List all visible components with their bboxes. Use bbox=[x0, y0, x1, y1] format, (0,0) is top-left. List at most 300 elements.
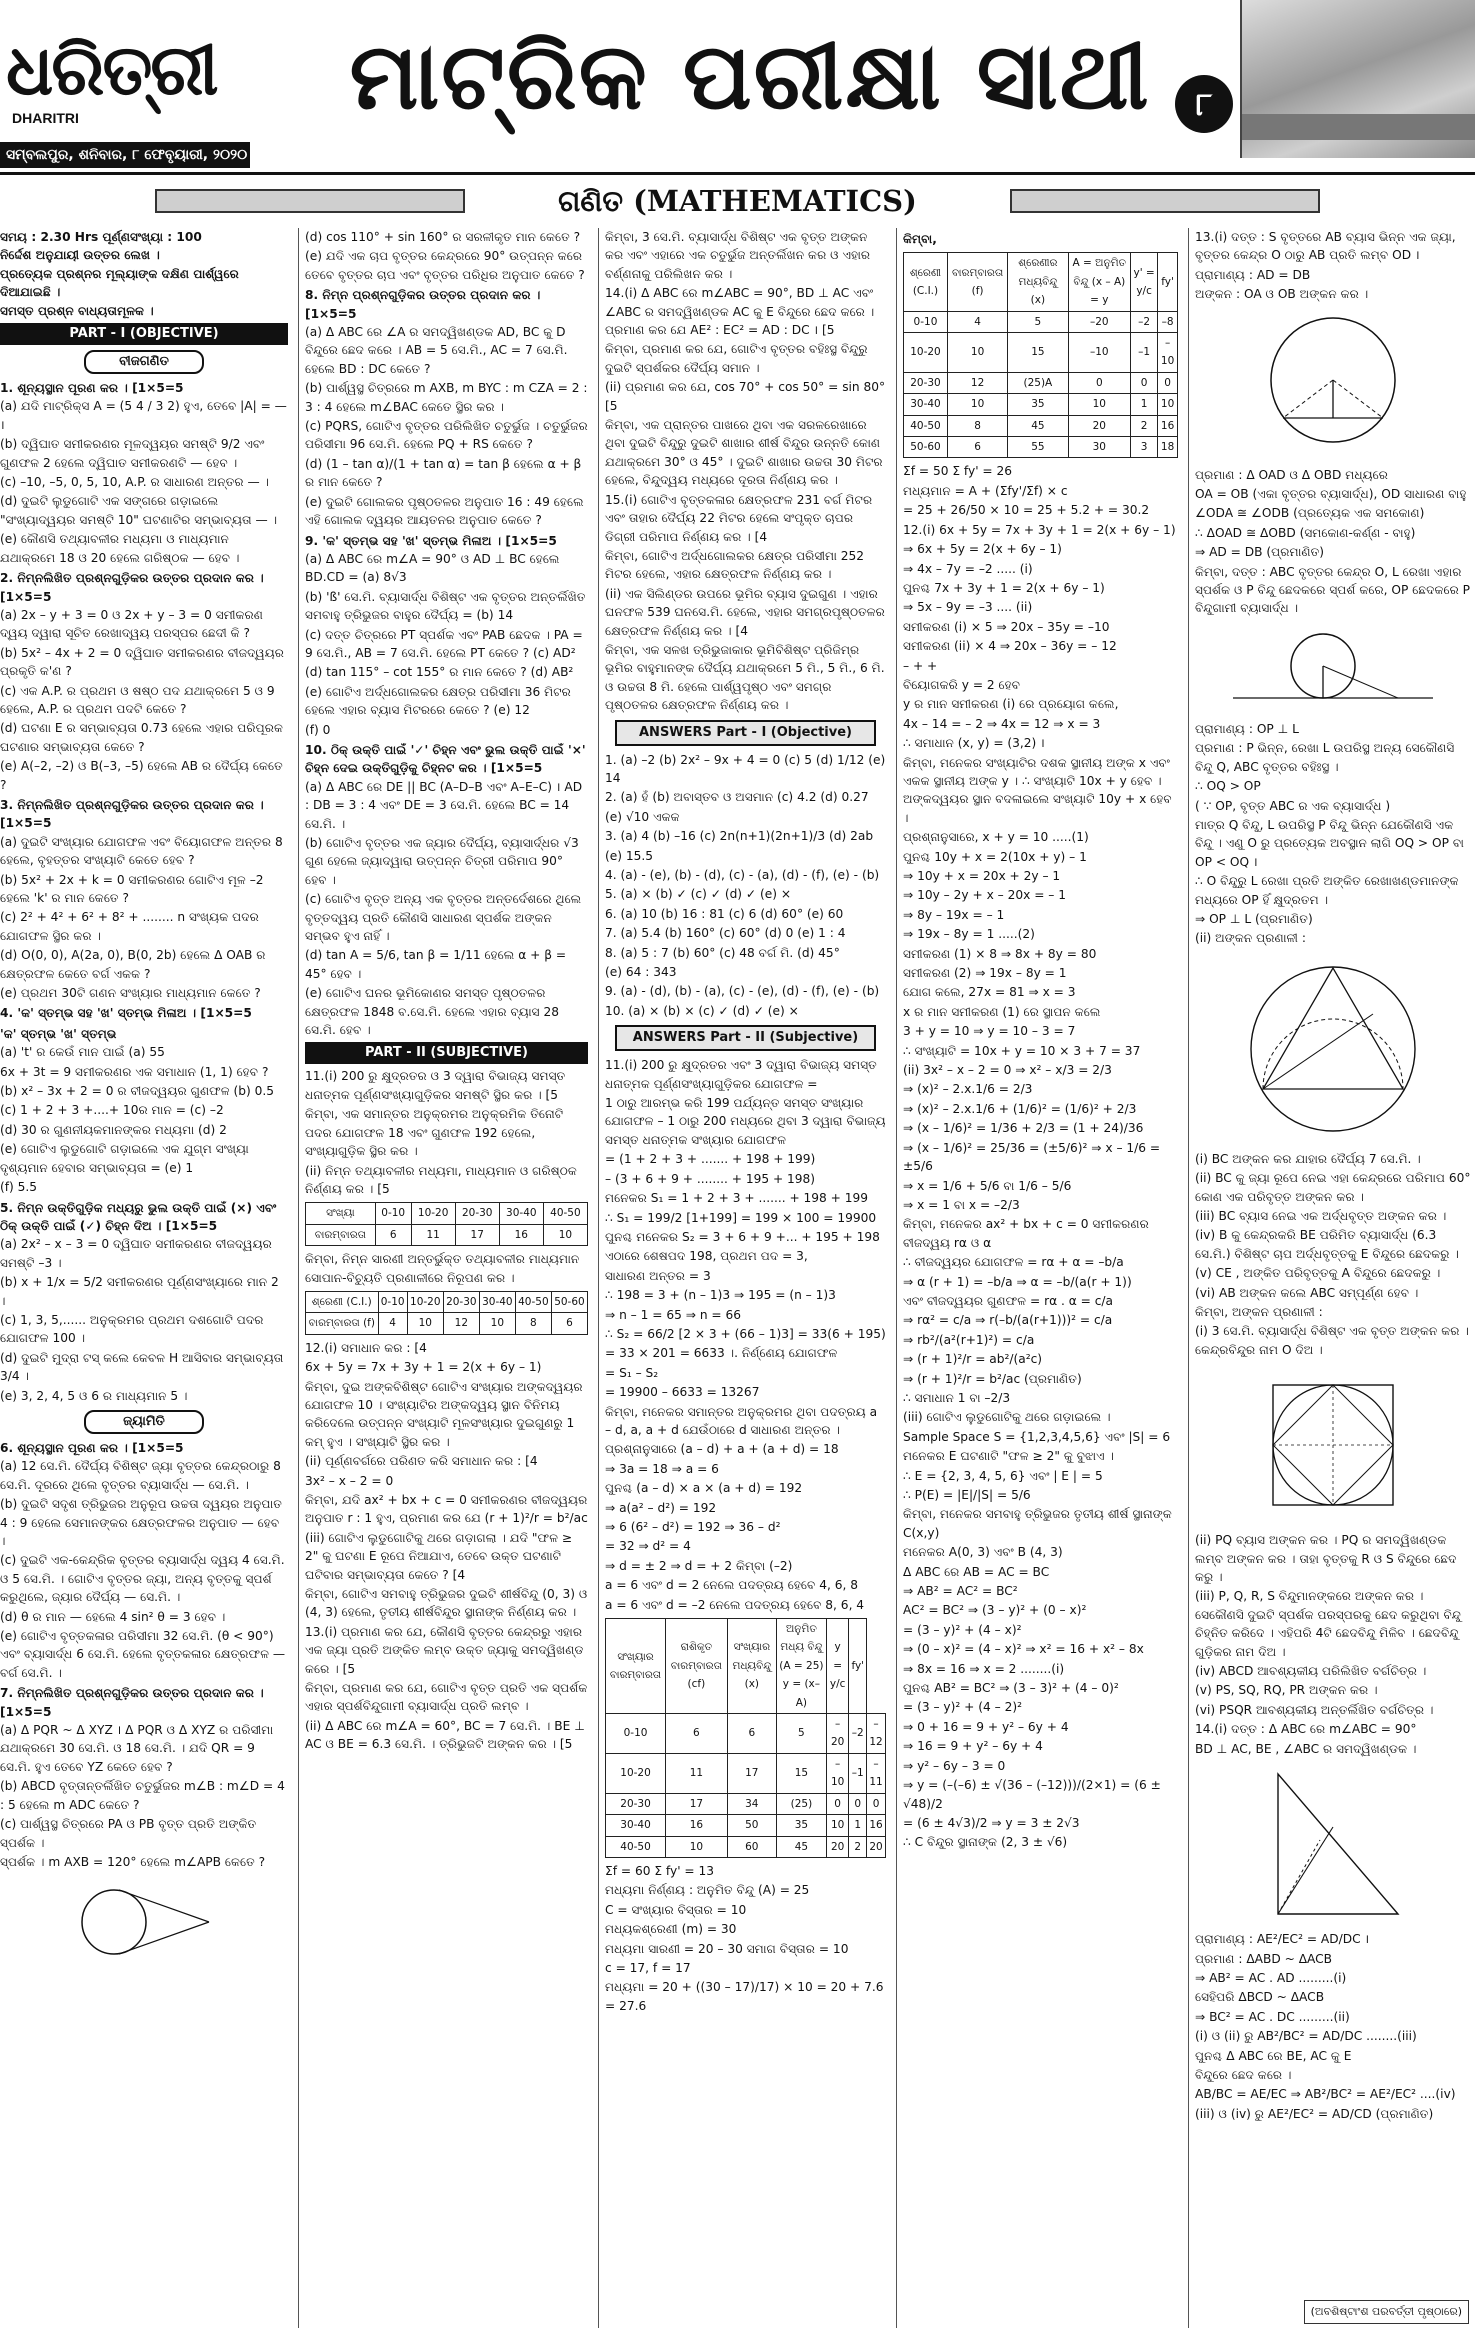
text-line: ମଧ୍ୟମା ସାରଣୀ = 20 – 30 ସମାଗ ବିସ୍ତାର = 10 bbox=[605, 1941, 849, 1956]
table-cell: 0-10 bbox=[378, 1291, 407, 1312]
answer-list bbox=[1195, 1150, 1471, 1359]
table-cell: 3 bbox=[1131, 437, 1158, 458]
table-cell: 8 bbox=[947, 415, 1007, 436]
question-heading: 10. ଠିକ୍ ଉକ୍ତି ପାଇଁ '✓' ଚିହ୍ନ ଏବଂ ଭୁଲ ଉକ୍ତି ପାଇଁ '×' ଚିହ୍ନ ଦେଇ ଉକ୍ତିଗୁଡ଼ିକୁ ଚିହ୍ନଟ କର । [1×5=5 bbox=[305, 742, 586, 776]
table-header-row bbox=[904, 253, 1178, 311]
question-item-list bbox=[305, 323, 588, 529]
text-line: (ii) 3x² – x – 2 = 0 ⇒ x² – x/3 = 2/3 bbox=[903, 1063, 1112, 1078]
text-line: (b) 'ß' ସେ.ମି. ବ୍ୟାସାର୍ଦ୍ଧ ବିଶିଷ୍ଟ ଏକ ବୃତ୍ତର ଅନ୍ତର୍ଲିଖିତ ସମବାହୁ ତ୍ରିଭୁଜର ବାହୁର ଦୈର୍ଘ୍ୟ = (b) 14 bbox=[305, 589, 586, 623]
text-line: ସମୀକରଣ (i) × 5 ⇒ 20x – 35y = –10 bbox=[903, 619, 1110, 634]
or-label: କିମ୍ବା, bbox=[903, 232, 937, 246]
text-line: (i) ଓ (ii) ରୁ AB²/BC² = AD/DC ........(iii) bbox=[1195, 2029, 1417, 2044]
text-line: ମନେକର S₁ = 1 + 2 + 3 + ....... + 198 + 199 bbox=[605, 1191, 869, 1206]
text-line: ∴ E = {2, 3, 4, 5, 6} ଏବଂ | E | = 5 bbox=[903, 1468, 1103, 1483]
text-line: (e) √10 ଏକକ bbox=[605, 809, 680, 824]
text-line: କିମ୍ବା, 3 ସେ.ମି. ବ୍ୟାସାର୍ଦ୍ଧ ବିଶିଷ୍ଟ ଏକ ବୃତ୍ତ ଅଙ୍କନ କର ଏବଂ ଏହାରେ ଏକ ଚତୁର୍ଭୁଜ ଅନ୍ତର୍ଲିଖନ କର ଓ ଏହାର ବର୍ଣ୍ଣନାକୁ ପରିଲିଖନ କର । bbox=[605, 230, 871, 281]
text-line: କିମ୍ବା, ଏକ ସଳଖ ତ୍ରିଭୁଜାକାର ଭୂମିବିଶିଷ୍ଟ ପ୍ରିଜିମ୍ର ଭୂମିର ବାହୁମାନଙ୍କ ଦୈର୍ଘ୍ୟ ଯଥାକ୍ରମେ 5 ମି., 5 ମି., 6 ମି. ଓ ଉଚ୍ଚତା 8 ମି. ହେଲେ ପାର୍ଶ୍ୱପୃଷ୍ଠ ଏବଂ ସମଗ୍ର ପୃଷ୍ଠତଳର କ୍ଷେତ୍ରଫଳ ନିର୍ଣ୍ଣୟ କର । bbox=[605, 642, 885, 713]
text-line: (d) ଦୁଇଟି ଲୁଡୁଗୋଟି ଏକ ସଙ୍ଗରେ ଗଡ଼ାଇଲେ "ସଂଖ୍ୟାଦ୍ୱୟର ସମଷ୍ଟି 10" ଘଟଣାଟିର ସମ୍ଭାବ୍ୟତା — । bbox=[0, 494, 278, 527]
text-line: ∴ C ବିନ୍ଦୁର ସ୍ଥାନାଙ୍କ (2, 3 ± √6) bbox=[903, 1835, 1068, 1850]
text-line: ⇒ (r + 1)²/r = b²/ac (ପ୍ରମାଣିତ) bbox=[903, 1371, 1082, 1386]
table-cell: 45 bbox=[776, 1836, 826, 1857]
question-heading: 1. ଶୂନ୍ୟସ୍ଥାନ ପୂରଣ କର । [1×5=5 bbox=[0, 381, 184, 396]
table-cell: (25) bbox=[776, 1793, 826, 1814]
question-item-list bbox=[0, 833, 288, 1003]
continued-note: (ଅବଶିଷ୍ଟାଂଶ ପରବର୍ତ୍ତୀ ପୃଷ୍ଠାରେ) bbox=[1304, 2300, 1469, 2324]
section-title: ଗଣିତ (MATHEMATICS) bbox=[558, 184, 917, 218]
text-line: (v) PS, SQ, RQ, PR ଅଙ୍କନ କର । bbox=[1195, 1683, 1378, 1698]
table-cell: 45 bbox=[1008, 415, 1068, 436]
text-line: ପ୍ରମାଣ : Δ OAD ଓ Δ OBD ମଧ୍ୟରେ bbox=[1195, 467, 1388, 482]
text-line: ⇒ x = 1/6 + 5/6 ବା 1/6 – 5/6 bbox=[903, 1178, 1072, 1193]
exam-meta bbox=[0, 228, 288, 320]
text-line: ∴ O ବିନ୍ଦୁରୁ L ରେଖା ପ୍ରତି ଅଙ୍କିତ ରେଖାଖଣ୍ଡମାନଙ୍କ ମଧ୍ୟରେ OP ହିଁ କ୍ଷୁଦ୍ରତମ । bbox=[1195, 874, 1459, 907]
text-line: କିମ୍ବା, ଯଦି ax² + bx + c = 0 ସମୀକରଣର ବୀଜଦ୍ୱୟର ଅନୁପାତ r : 1 ହୁଏ, ପ୍ରମାଣ କର ଯେ (r + 1)²/r = b²/ac bbox=[305, 1493, 588, 1526]
question-item-list bbox=[305, 550, 588, 739]
text-line: (d) θ ର ମାନ — ହେଲେ 4 sin² θ = 3 ହେବ । bbox=[0, 1609, 226, 1624]
text-line: 13.(i) ପ୍ରମାଣ କର ଯେ, କୌଣସି ବୃତ୍ତର କେନ୍ଦ୍ରରୁ ଏହାର ଏକ ଜ୍ୟା ପ୍ରତି ଅଙ୍କିତ ଲମ୍ବ ଉକ୍ତ ଜ୍ୟାକୁ ସମଦ୍ୱିଖଣ୍ଡ କରେ । [5 bbox=[305, 1624, 584, 1676]
table-cell: fy' bbox=[1158, 253, 1178, 311]
table-cell: 10 bbox=[543, 1224, 587, 1245]
text-line: (b) ପାର୍ଶ୍ୱସ୍ଥ ଚିତ୍ରରେ m AXB, m BYC : m CZA = 2 : 3 : 4 ହେଲେ m∠BAC କେତେ ସ୍ଥିର କର । bbox=[305, 381, 588, 414]
text-line: 4x – 14 = – 2 ⇒ 4x = 12 ⇒ x = 3 bbox=[903, 716, 1101, 731]
question-item-list bbox=[305, 228, 588, 284]
text-line: ପୁନଶ୍ଚ 7x + 3y + 1 = 2(x + 6y – 1) bbox=[903, 580, 1105, 595]
text-line: ପ୍ରଶ୍ନାନୁସାରେ (a – d) + a + (a + d) = 18 bbox=[605, 1442, 839, 1457]
table-cell: 0-10 bbox=[904, 311, 948, 332]
table-cell: 35 bbox=[776, 1815, 826, 1836]
table-cell: 30-40 bbox=[606, 1815, 666, 1836]
table-row bbox=[306, 1224, 588, 1245]
text-line: = (3 – y)² + (4 – x)² bbox=[903, 1622, 1022, 1637]
answers-part-two-heading: ANSWERS Part - II (Subjective) bbox=[615, 1025, 876, 1051]
text-line: (ii) ପ୍ରମାଣ କର ଯେ, cos 70° + cos 50° = sin 80° [5 bbox=[605, 380, 886, 413]
text-line: c = 17, f = 17 bbox=[605, 1960, 691, 1975]
table-cell: 0 bbox=[826, 1793, 849, 1814]
table-cell: 0 bbox=[1158, 372, 1178, 393]
text-line: ⇒ 0 + 16 = 9 + y² – 6y + 4 bbox=[903, 1719, 1069, 1734]
table-cell: 17 bbox=[455, 1224, 499, 1245]
table-cell: 20-30 bbox=[904, 372, 948, 393]
text-line: = (1 + 2 + 3 + ....... + 198 + 199) bbox=[605, 1152, 816, 1167]
text-line: ମଧ୍ୟକଶ୍ରେଣୀ (m) = 30 bbox=[605, 1922, 737, 1937]
table-cell: –8 bbox=[1158, 311, 1178, 332]
text-line: ସେହିପରି ΔBCD ~ ΔACB bbox=[1195, 1990, 1325, 2005]
text-line: ମନେକର E ଘଟଣାଟି "ଫଳ ≥ 2" କୁ ବୁଝାଏ । bbox=[903, 1449, 1114, 1464]
text-line: = S₁ – S₂ bbox=[605, 1365, 659, 1380]
text-line: ⇒ (x – 1/6)² = 1/36 + 2/3 = (1 + 24)/36 bbox=[903, 1121, 1144, 1136]
text-line: (ii) ପୂର୍ଣ୍ଣବର୍ଗରେ ପରିଣତ କରି ସମାଧାନ କର : [4 bbox=[305, 1454, 538, 1469]
answer-list bbox=[605, 1881, 886, 2015]
table-cell: –2 bbox=[849, 1714, 867, 1754]
text-line: Sample Space S = {1,2,3,4,5,6} ଏବଂ |S| = 6 bbox=[903, 1429, 1171, 1444]
table-cell: 15 bbox=[1008, 333, 1068, 373]
table-cell: –12 bbox=[867, 1714, 886, 1754]
table-cell: 10 bbox=[826, 1815, 849, 1836]
text-line: ମଧ୍ୟମା ନିର୍ଣ୍ଣୟ : ଅନୁମିତ ବିନ୍ଦୁ (A) = 25 bbox=[605, 1883, 810, 1898]
table-cell: 10-20 bbox=[407, 1291, 443, 1312]
table-footer: Σf = 50 Σ fy' = 26 bbox=[903, 464, 1013, 479]
table-cell: 30-40 bbox=[479, 1291, 515, 1312]
text-line: (b) ABCD ବୃତ୍ତାନ୍ତର୍ଲିଖିତ ଚତୁର୍ଭୁଜର m∠B : m∠D = 4 : 5 ହେଲେ m ADC କେତେ ? bbox=[0, 1779, 285, 1812]
text-line: (c) ଦତ୍ତ ଚିତ୍ରରେ PT ସ୍ପର୍ଶକ ଏବଂ PAB ଛେଦକ । PA = 9 ସେ.ମି., AB = 7 ସେ.ମି. ହେଲେ PT କେତେ ? (c) AD² bbox=[305, 627, 583, 660]
text-line: (a) 2x² – x – 3 = 0 ଦ୍ୱିଘାତ ସମୀକରଣର ବୀଜଦ୍ୱୟର ସମଷ୍ଟି –3 । bbox=[0, 1237, 272, 1270]
table-cell: 15 bbox=[776, 1753, 826, 1793]
answer-list bbox=[1195, 720, 1471, 948]
text-line: କିମ୍ବା, ଗୋଟିଏ ଅର୍ଦ୍ଧଗୋଲକର କ୍ଷେତ୍ର ପରିସୀମା 252 ମିଟର ହେଲେ, ଏହାର କ୍ଷେତ୍ରଫଳ ନିର୍ଣ୍ଣୟ କର । bbox=[605, 548, 865, 582]
table-cell: 0 bbox=[867, 1793, 886, 1814]
text-line: ପ୍ରାମାଣ୍ୟ : AD = DB bbox=[1195, 267, 1311, 282]
table-cell: 40-50 bbox=[606, 1836, 666, 1857]
table-cell: 30-40 bbox=[499, 1203, 543, 1224]
text-line: କିମ୍ବା, ଗୋଟିଏ ସମବାହୁ ତ୍ରିଭୁଜର ଦୁଇଟି ଶୀର୍ଷବିନ୍ଦୁ (0, 3) ଓ (4, 3) ହେଲେ, ତୃତୀୟ ଶୀର୍ଷବିନ୍ଦୁର ସ୍ଥାନାଙ୍କ ନିର୍ଣ୍ଣୟ କର । bbox=[305, 1587, 588, 1620]
text-line: ⇒ d = ± 2 ⇒ d = + 2 କିମ୍ବା (–2) bbox=[605, 1558, 793, 1573]
table-cell: ବାରମ୍ବାରତା bbox=[306, 1224, 376, 1245]
text-line: OA = OB (ଏକା ବୃତ୍ତର ବ୍ୟାସାର୍ଦ୍ଧ), OD ସାଧାରଣ ବାହୁ bbox=[1195, 487, 1467, 502]
text-line: (b) 5x² + 2x + k = 0 ସମୀକରଣର ଗୋଟିଏ ମୂଳ –2 ହେଲେ 'k' ର ମାନ କେତେ ? bbox=[0, 872, 264, 905]
algebra-subheading: ବୀଜଗଣିତ bbox=[84, 350, 204, 374]
table-cell: 11 bbox=[666, 1753, 728, 1793]
question-heading: 6. ଶୂନ୍ୟସ୍ଥାନ ପୂରଣ କର । [1×5=5 bbox=[0, 1440, 184, 1455]
table-cell: –20 bbox=[826, 1714, 849, 1754]
text-line: (ii) ନିମ୍ନ ତଥ୍ୟାବଳୀର ମଧ୍ୟମା, ମାଧ୍ୟମାନ ଓ ଗରିଷ୍ଠକ ନିର୍ଣ୍ଣୟ କର । [5 bbox=[305, 1163, 577, 1196]
text-line: ∴ ସମାଧାନ 1 ବା –2/3 bbox=[903, 1390, 1011, 1405]
text-line: ∴ ΔOAD ≅ ΔOBD (ସମକୋଣ-କର୍ଣ୍ଣ - ବାହୁ) bbox=[1195, 525, 1416, 540]
text-line: 3x² – x – 2 = 0 bbox=[305, 1473, 394, 1488]
issue-number-badge: ୮ bbox=[1175, 75, 1233, 133]
text-line: (e) A(–2, –2) ଓ B(–3, –5) ହେଲେ AB ର ଦୈର୍ଘ୍ୟ କେତେ ? bbox=[0, 759, 283, 792]
exam-meta-line: ପ୍ରତ୍ୟେକ ପ୍ରଶ୍ନର ମୂଲ୍ୟାଙ୍କ ଦକ୍ଷିଣ ପାର୍ଶ୍ୱରେ ଦିଆଯାଇଛି । bbox=[0, 266, 239, 300]
text-line: 1. (a) –2 (b) 2x² – 9x + 4 = 0 (c) 5 (d) 1/12 (e) 14 bbox=[605, 752, 886, 785]
table-cell: 60 bbox=[727, 1836, 776, 1857]
question-item-list bbox=[305, 1339, 588, 1754]
table-cell: 50 bbox=[727, 1815, 776, 1836]
text-line: ସାଧାରଣ ଅନ୍ତର = 3 bbox=[605, 1268, 711, 1283]
table-cell: 20 bbox=[826, 1836, 849, 1857]
chord-perpendicular-figure bbox=[1233, 310, 1433, 460]
answers-part-one-heading: ANSWERS Part - I (Objective) bbox=[615, 720, 876, 746]
table-cell: 40-50 bbox=[904, 415, 948, 436]
text-line: (c) PQRS, ଗୋଟିଏ ବୃତ୍ତର ପରିଲିଖିତ ଚତୁର୍ଭୁଜ । ଚତୁର୍ଭୁଜର ପରିସୀମା 96 ସେ.ମି. ହେଲେ PQ + RS କେତେ ? bbox=[305, 419, 588, 452]
students-exam-photo bbox=[1240, 0, 1475, 158]
table-cell: 6 bbox=[666, 1714, 728, 1754]
table-cell: 1 bbox=[1131, 394, 1158, 415]
text-line: (vi) AB ଅଙ୍କନ କଲେ ABC ସମ୍ପୂର୍ଣ୍ଣ ହେବ । bbox=[1195, 1285, 1419, 1300]
text-line: (d) ଦୁଇଟି ମୁଦ୍ରା ଟସ୍ କଲେ କେବଳ H ଆସିବାର ସମ୍ଭାବ୍ୟତା 3/4 । bbox=[0, 1350, 284, 1384]
text-line: ଅଙ୍କନ : OA ଓ OB ଅଙ୍କନ କର । bbox=[1195, 287, 1369, 302]
text-line: କିମ୍ବା, ପ୍ରମାଣ କର ଯେ, ଗୋଟିଏ ବୃତ୍ତ ପ୍ରତି ଏକ ସ୍ପର୍ଶକ ଏହାର ସ୍ପର୍ଶବିନ୍ଦୁଗାମୀ ବ୍ୟାସାର୍ଦ୍ଧ ପ୍ରତି ଲମ୍ବ । bbox=[305, 1681, 588, 1714]
table-cell: 30 bbox=[1068, 437, 1131, 458]
text-line: 9. (a) - (d), (b) - (a), (c) - (e), (d) - (f), (e) - (b) bbox=[605, 984, 880, 999]
text-line: (e) 3, 2, 4, 5 ଓ 6 ର ମାଧ୍ୟମାନ 5 । bbox=[0, 1388, 188, 1403]
text-line: ⇒ 16 = 9 + y² – 6y + 4 bbox=[903, 1739, 1043, 1754]
text-line: ⇒ rα² = c/a ⇒ r(–b/(a(r+1)))² = c/a bbox=[903, 1313, 1113, 1328]
table-cell: 10 bbox=[947, 394, 1007, 415]
text-line: 11.(i) 200 ରୁ କ୍ଷୁଦ୍ରତର ଏବଂ 3 ଦ୍ୱାରା ବିଭାଜ୍ୟ ସମସ୍ତ ଧନାତ୍ମକ ପୂର୍ଣ୍ଣସଂଖ୍ୟାଗୁଡ଼ିକର ଯୋଗଫଳ = bbox=[605, 1058, 877, 1091]
text-line: ∴ ବୀଜଦ୍ୱୟର ଯୋଗଫଳ = rα + α = –b/a bbox=[903, 1255, 1124, 1270]
table-cell: –11 bbox=[867, 1753, 886, 1793]
text-line: ⇒ α (r + 1) = –b/a ⇒ α = –b/(a(r + 1)) bbox=[903, 1274, 1132, 1289]
text-line: = 32 ⇒ d² = 4 bbox=[605, 1539, 691, 1554]
table-cell: 55 bbox=[1008, 437, 1068, 458]
table-cell: 10 bbox=[479, 1313, 515, 1334]
answer-list bbox=[1195, 1930, 1471, 2123]
text-line: (c) ଗୋଟିଏ ବୃତ୍ତ ଅନ୍ୟ ଏକ ବୃତ୍ତର ଅନ୍ତର୍ଦେଶରେ ଥିଲେ ବୃତ୍ତଦ୍ୱୟ ପ୍ରତି କୌଣସି ସାଧାରଣ ସ୍ପର୍ଶକ ଅଙ୍କନ ସମ୍ଭବ ହୁଏ ନାହିଁ । bbox=[305, 892, 582, 944]
text-line: (e) ଗୋଟିଏ ଲୁଡୁଗୋଟି ଗଡ଼ାଇଲେ ଏକ ଯୁଗ୍ମ ସଂଖ୍ୟା ଦୃଶ୍ୟମାନ ହେବାର ସମ୍ଭାବ୍ୟତା = (e) 1 bbox=[0, 1142, 249, 1175]
text-line: 7. (a) 5.4 (b) 160° (c) 60° (d) 0 (e) 1 : 4 bbox=[605, 926, 846, 941]
table-footer: Σf = 60 Σ fy' = 13 bbox=[605, 1863, 715, 1878]
text-line: 13.(i) ଦତ୍ତ : S ବୃତ୍ତରେ AB ବ୍ୟାସ ଭିନ୍ନ ଏକ ଜ୍ୟା, ବୃତ୍ତର କେନ୍ଦ୍ର O ଠାରୁ AB ପ୍ରତି ଲମ୍ବ OD । bbox=[1195, 230, 1456, 263]
text-line: (ii) ଅଙ୍କନ ପ୍ରଣାଳୀ : bbox=[1195, 931, 1306, 946]
text-line: (c) ଏକ A.P. ର ପ୍ରଥମ ଓ ଷଷ୍ଠ ପଦ ଯଥାକ୍ରମେ 5 ଓ 9 ହେଲେ, A.P. ର ପ୍ରଥମ ପଦଟି କେତେ ? bbox=[0, 683, 275, 716]
table-cell: 17 bbox=[727, 1753, 776, 1793]
exam-meta-line: ସମୟ : 2.30 Hrs ପୂର୍ଣ୍ଣସଂଖ୍ୟା : 100 bbox=[0, 230, 202, 244]
text-line: (e) ଗୋଟିଏ ବୃତ୍ତକଳାର ପରିସୀମା 32 ସେ.ମି. (θ < 90°) ଏବଂ ବ୍ୟାସାର୍ଦ୍ଧ 6 ସେ.ମି. ହେଲେ ବୃତ୍ତକଳାର କ୍ଷେତ୍ରଫଳ — ବର୍ଗ ସେ.ମି. । bbox=[0, 1629, 286, 1680]
table-cell: ସଂଖ୍ୟା bbox=[306, 1203, 376, 1224]
text-line: 14.(i) Δ ABC ରେ m∠ABC = 90°, BD ⊥ AC ଏବଂ ∠ABC ର ସମଦ୍ୱିଖଣ୍ଡକ AC କୁ E ବିନ୍ଦୁରେ ଛେଦ କରେ । ପ୍ରମାଣ କର ଯେ AE² : EC² = AD : DC । [5 bbox=[605, 286, 875, 338]
text-line: ⇒ x = 1 ବା x = –2/3 bbox=[903, 1197, 1020, 1212]
table-cell: 5 bbox=[1008, 311, 1068, 332]
section-rule-right bbox=[1010, 189, 1320, 213]
match-column-heads: 'କ' ସ୍ତମ୍ଭ 'ଖ' ସ୍ତମ୍ଭ bbox=[0, 1026, 117, 1041]
tangent-perpendicular-figure bbox=[1223, 624, 1443, 714]
text-line: ⇒ (x – 1/6)² = 25/36 = (±5/6)² ⇒ x – 1/6 = ±5/6 bbox=[903, 1140, 1161, 1174]
text-line: ⇒ 6 (6² – d²) = 192 ⇒ 36 – d² bbox=[605, 1520, 781, 1534]
table-cell: 20-30 bbox=[443, 1291, 479, 1312]
text-line: (b) x + 1/x = 5/2 ସମୀକରଣର ପୂର୍ଣ୍ଣସଂଖ୍ୟାରେ ମାନ 2 । bbox=[0, 1275, 279, 1308]
text-line: (b) ଦ୍ୱିଘାତ ସମୀକରଣର ମୂଳଦ୍ୱୟର ସମଷ୍ଟି 9/2 ଏବଂ ଗୁଣଫଳ 2 ହେଲେ ଦ୍ୱିଘାତ ସମୀକରଣଟି — ହେବ । bbox=[0, 437, 265, 470]
text-line: ( ∵ OP, ବୃତ୍ତ ABC ର ଏକ ବ୍ୟାସାର୍ଦ୍ଧ ) bbox=[1195, 798, 1391, 813]
answer-list bbox=[1195, 466, 1471, 618]
text-line: ଏଠାରେ ଶେଷପଦ 198, ପ୍ରଥମ ପଦ = 3, bbox=[605, 1249, 808, 1264]
text-line: x ର ମାନ ସମୀକରଣ (1) ରେ ସ୍ଥାପନ କଲେ bbox=[903, 1004, 1101, 1019]
masthead-rule bbox=[0, 172, 1475, 175]
table-cell: 6 bbox=[551, 1313, 587, 1334]
part-two-heading: PART - II (SUBJECTIVE) bbox=[305, 1042, 588, 1064]
text-line: ⇒ AD = DB (ପ୍ରମାଣିତ) bbox=[1195, 545, 1325, 560]
table-cell: 34 bbox=[727, 1793, 776, 1814]
table-row bbox=[606, 1714, 886, 1754]
text-line: (c) ପାର୍ଶ୍ୱସ୍ଥ ଚିତ୍ରରେ PA ଓ PB ବୃତ୍ତ ପ୍ରତି ଅଙ୍କିତ ସ୍ପର୍ଶକ । bbox=[0, 1817, 257, 1850]
column-1 bbox=[0, 228, 294, 2328]
text-line: ⇒ (x)² – 2.x.1/6 = 2/3 bbox=[903, 1082, 1033, 1097]
right-triangle-figure bbox=[1258, 1764, 1408, 1924]
table-cell: 50-60 bbox=[904, 437, 948, 458]
answer-list bbox=[1195, 228, 1471, 304]
answer-list bbox=[605, 1056, 886, 1614]
question-item-list bbox=[0, 1457, 288, 1682]
text-line: ∴ S₁ = 199/2 [1+199] = 199 × 100 = 19900 bbox=[605, 1210, 877, 1225]
text-line: (d) ଘଟଣା E ର ସମ୍ଭାବ୍ୟତା 0.73 ହେଲେ ଏହାର ପରିପୂରକ ଘଟଣାର ସମ୍ଭାବ୍ୟତା କେତେ ? bbox=[0, 721, 284, 754]
text-line: (f) 0 bbox=[305, 722, 331, 737]
text-line: (iii) ଓ (iv) ରୁ AE²/EC² = AD/CD (ପ୍ରମାଣିତ) bbox=[1195, 2106, 1434, 2121]
text-line: ∴ 198 = 3 + (n – 1)3 ⇒ 195 = (n – 1)3 bbox=[605, 1288, 836, 1303]
text-line: AB/BC = AE/EC ⇒ AB²/BC² = AE²/EC² ....(iv) bbox=[1195, 2087, 1456, 2102]
text-line: (e) 15.5 bbox=[605, 848, 654, 863]
table-header-row bbox=[306, 1291, 588, 1312]
text-line: (c) ଦୁଇଟି ଏକ-କେନ୍ଦ୍ରିକ ବୃତ୍ତର ବ୍ୟାସାର୍ଦ୍ଧ ଦ୍ୱୟ 4 ସେ.ମି. ଓ 5 ସେ.ମି. । ଗୋଟିଏ ବୃତ୍ତର ଜ୍ୟା, ଅନ୍ୟ ବୃତ୍ତକୁ ସ୍ପର୍ଶ କରୁଥିଲେ, ଜ୍ୟାର ଦୈର୍ଘ୍ୟ — ସେ.ମି. । bbox=[0, 1553, 285, 1605]
text-line: ପୁନଶ୍ଚ Δ ABC ରେ BE, AC କୁ E bbox=[1195, 2048, 1352, 2063]
text-line: ମଧ୍ୟମା = 20 + ((30 – 17)/17) × 10 = 20 + 7.6 = 27.6 bbox=[605, 1980, 884, 2013]
text-line: ⇒ 8y – 19x = – 1 bbox=[903, 907, 1005, 922]
text-line: ବିୟୋଗକରି y = 2 ହେବ bbox=[903, 677, 1021, 692]
column-2 bbox=[298, 228, 594, 2328]
text-line: = 19900 – 6633 = 13267 bbox=[605, 1385, 760, 1400]
text-line: 6. (a) 10 (b) 16 : 81 (c) 6 (d) 60° (e) 60 bbox=[605, 906, 844, 921]
table-cell: 8 bbox=[515, 1313, 551, 1334]
table-cell: 10 bbox=[1158, 394, 1178, 415]
table-cell: y = y/c bbox=[826, 1619, 849, 1714]
table-cell: 10 bbox=[666, 1836, 728, 1857]
table-cell: ବାରମ୍ବାରତା (f) bbox=[306, 1313, 379, 1334]
text-line: ⇒ (0 – x)² = (4 – x)² ⇒ x² = 16 + x² – 8x bbox=[903, 1642, 1144, 1657]
text-line: ⇒ a(a² – d²) = 192 bbox=[605, 1500, 717, 1515]
text-line: 4. (a) - (e), (b) - (d), (c) - (a), (d) - (f), (e) - (b) bbox=[605, 868, 880, 882]
table-cell: 0 bbox=[1131, 372, 1158, 393]
question-heading: 2. ନିମ୍ନଲିଖିତ ପ୍ରଶ୍ନଗୁଡ଼ିକର ଉତ୍ତର ପ୍ରଦାନ କର । [1×5=5 bbox=[0, 571, 264, 604]
text-line: (ii) PQ ବ୍ୟାସ ଅଙ୍କନ କର । PQ ର ସମଦ୍ୱିଖଣ୍ଡକ ଲମ୍ବ ଅଙ୍କନ କର । ତାହା ବୃତ୍ତକୁ R ଓ S ବିନ୍ଦୁରେ ଛେଦ କରୁ । bbox=[1195, 1533, 1457, 1585]
table-cell: y' = y/c bbox=[1131, 253, 1158, 311]
table-row bbox=[606, 1793, 886, 1814]
median-solution-table bbox=[605, 1618, 886, 1858]
table-cell: 11 bbox=[411, 1224, 455, 1245]
text-line: କିମ୍ବା, ମନେକର ax² + bx + c = 0 ସମୀକରଣର ବୀଜଦ୍ୱୟ rα ଓ α bbox=[903, 1217, 1149, 1250]
question-heading: 8. ନିମ୍ନ ପ୍ରଶ୍ନଗୁଡ଼ିକର ଉତ୍ତର ପ୍ରଦାନ କର । [1×5=5 bbox=[305, 288, 541, 321]
table-cell: 4 bbox=[378, 1313, 407, 1334]
text-line: କିମ୍ବା, ଏକ ସମାନ୍ତର ଅନୁକ୍ରମର ଅନୁକ୍ରମିକ ତିନୋଟି ପଦର ଯୋଗଫଳ 18 ଏବଂ ଗୁଣଫଳ 192 ହେଲେ, ସଂଖ୍ୟାଗୁଡ଼ିକ ସ୍ଥିର କର । bbox=[305, 1107, 564, 1159]
table-header-row bbox=[606, 1619, 886, 1714]
newspaper-logo bbox=[6, 30, 251, 140]
table-cell: 10 bbox=[1068, 394, 1131, 415]
table-cell: 40-50 bbox=[515, 1291, 551, 1312]
text-line: (ii) Δ ABC ରେ m∠A = 60°, BC = 7 ସେ.ମି. । BE ⊥ AC ଓ BE = 6.3 ସେ.ମି. । ତ୍ରିଭୁଜଟି ଅଙ୍କନ କର । [5 bbox=[305, 1718, 585, 1752]
table-cell: ଅନୁମିତ ମଧ୍ୟ ବିନ୍ଦୁ (A = 25) y = (x–A) bbox=[776, 1619, 826, 1714]
text-line: ପୁନଶ୍ଚ ମନେକର S₂ = 3 + 6 + 9 +... + 195 + 198 bbox=[605, 1229, 880, 1244]
text-line: (b) 5x² – 4x + 2 = 0 ଦ୍ୱିଘାତ ସମୀକରଣର ବୀଜଦ୍ୱୟର ପ୍ରକୃତି କ'ଣ ? bbox=[0, 645, 285, 679]
text-line: (iv) ABCD ଆବଶ୍ୟକୀୟ ପରିଲିଖିତ ବର୍ଗଚିତ୍ର । bbox=[1195, 1664, 1427, 1679]
text-line: ସମୀକରଣ (1) × 8 ⇒ 8x + 8y = 80 bbox=[903, 946, 1097, 961]
table-header-row bbox=[306, 1203, 588, 1224]
table-cell: 6 bbox=[947, 437, 1007, 458]
tangent-circle-figure bbox=[69, 1877, 219, 1967]
question-item-list bbox=[0, 1235, 288, 1405]
answer-list bbox=[903, 482, 1178, 1852]
text-line: ଏବଂ ବୀଜଦ୍ୱୟର ଗୁଣଫଳ = rα . α = c/a bbox=[903, 1293, 1113, 1308]
section-header bbox=[155, 183, 1320, 219]
table-row bbox=[606, 1815, 886, 1836]
text-line: 15.(i) ଗୋଟିଏ ବୃତ୍ତକଳାର କ୍ଷେତ୍ରଫଳ 231 ବର୍ଗ ମିଟର ଏବଂ ତାହାର ଦୈର୍ଘ୍ୟ 22 ମିଟର ହେଲେ ସଂପୃକ୍ତ ଚାପର ଡିଗ୍ରୀ ପରିମାପ ନିର୍ଣ୍ଣୟ କର । [4 bbox=[605, 492, 873, 544]
dateline: ସମ୍ବଲପୁର, ଶନିବାର, ୮ ଫେବୃୟାରୀ, ୨୦୨୦ bbox=[0, 142, 250, 168]
text-line: = (3 – y)² + (4 – 2)² bbox=[903, 1700, 1022, 1715]
text-line: (d) (1 – tan α)/(1 + tan α) = tan β ହେଲେ α + β ର ମାନ କେତେ ? bbox=[305, 456, 582, 490]
question-text: କିମ୍ବା, ନିମ୍ନ ସାରଣୀ ଅନ୍ତର୍ଭୁକ୍ତ ତଥ୍ୟାବଳୀର ମାଧ୍ୟମାନ ସୋପାନ-ବିଚ୍ୟୁତି ପ୍ରଣାଳୀରେ ନିରୂପଣ କର । bbox=[305, 1252, 580, 1285]
question-item-list bbox=[0, 1043, 288, 1196]
text-line: 6x + 5y = 7x + 3y + 1 = 2(x + 6y – 1) bbox=[305, 1360, 542, 1375]
text-line: କିମ୍ବା, ମନେକର ସଂଖ୍ୟାଟିର ଦଶକ ସ୍ଥାନୀୟ ଅଙ୍କ x ଏବଂ ଏକକ ସ୍ଥାନୀୟ ଅଙ୍କ y । ∴ ସଂଖ୍ୟାଟି 10x + y ହେବ । ଅଙ୍କଦ୍ୱୟର ସ୍ଥାନ ବଦଳାଇଲେ ସଂଖ୍ୟାଟି 10y + x ହେବ । bbox=[903, 755, 1172, 825]
text-line: ∴ OQ > OP bbox=[1195, 779, 1261, 794]
table-cell: ସଂଖ୍ୟାର ମଧ୍ୟବିନ୍ଦୁ (x) bbox=[727, 1619, 776, 1714]
text-line: (ii) ଏକ ସିଲିଣ୍ଡର ଉପରେ ଭୂମିର ବ୍ୟାସ ଦୁଇଗୁଣ । ଏହାର ଘନଫଳ 539 ଘନସେ.ମି. ହେଲେ, ଏହାର ସମଗ୍ରପୃଷ୍ଠତଳର କ୍ଷେତ୍ରଫଳ ନିର୍ଣ୍ଣୟ କର । [4 bbox=[605, 586, 885, 638]
text-line: ପୁନଶ୍ଚ AB² = BC² ⇒ (3 – 3)² + (4 – 0)² bbox=[903, 1681, 1119, 1696]
text-line: ⇒ 19x – 8y = 1 .....(2) bbox=[903, 927, 1035, 942]
text-line: BD ⊥ AC, BE , ∠ABC ର ସମଦ୍ୱିଖଣ୍ଡକ । bbox=[1195, 1741, 1417, 1756]
text-line: (b) x² – 3x + 2 = 0 ର ବୀଜଦ୍ୱୟର ଗୁଣଫଳ (b) 0.5 bbox=[0, 1084, 275, 1099]
section-rule-left bbox=[155, 189, 465, 213]
table-row bbox=[606, 1753, 886, 1793]
text-line: = 25 + 26/50 × 10 = 25 + 5.2 + = 30.2 bbox=[903, 503, 1150, 518]
text-line: (d) O(0, 0), A(2a, 0), B(0, 2b) ହେଲେ Δ OAB ର କ୍ଷେତ୍ରଫଳ କେତେ ବର୍ଗ ଏକକ ? bbox=[0, 948, 266, 981]
table-cell: ବାରମ୍ବାରତା (f) bbox=[947, 253, 1007, 311]
text-line: କିମ୍ବା, ମନେକର ସମବାହୁ ତ୍ରିଭୁଜର ତୃତୀୟ ଶୀର୍ଷ ସ୍ଥାନାଙ୍କ C(x,y) bbox=[903, 1507, 1172, 1540]
text-line: (e) ଗୋଟିଏ ଅର୍ଦ୍ଧଗୋଲକର କ୍ଷେତ୍ର ପରିସୀମା 36 ମିଟର ହେଲେ ଏହାର ବ୍ୟାସ ମିଟରରେ କେତେ ? (e) 12 bbox=[305, 684, 571, 718]
text-line: 12.(i) 6x + 5y = 7x + 3y + 1 = 2(x + 6y – 1) bbox=[903, 522, 1176, 537]
triangle-construction-figure bbox=[1233, 954, 1433, 1144]
text-line: ⇒ y² – 6y – 3 = 0 bbox=[903, 1758, 1006, 1773]
text-line: ⇒ (r + 1)²/r = ab²/(a²c) bbox=[903, 1352, 1043, 1367]
table-row bbox=[904, 394, 1178, 415]
table-cell: 5 bbox=[776, 1714, 826, 1754]
text-line: (i) BC ଅଙ୍କନ କର ଯାହାର ଦୈର୍ଘ୍ୟ 7 ସେ.ମି. । bbox=[1195, 1151, 1421, 1166]
table-cell: 35 bbox=[1008, 394, 1068, 415]
text-line: ⇒ rb²/(a²(r+1)²) = c/a bbox=[903, 1332, 1035, 1347]
text-line: କିମ୍ବା, ଅଙ୍କନ ପ୍ରଣାଳୀ : bbox=[1195, 1305, 1323, 1319]
text-line: (d) tan 115° – cot 155° ର ମାନ କେତେ ? (d) AB² bbox=[305, 665, 574, 680]
table-cell: –10 bbox=[1068, 333, 1131, 373]
text-line: (iii) ଗୋଟିଏ ଲୁଡୁଗୋଟିକୁ ଥରେ ଗଡ଼ାଗଲା । ଯଦି "ଫଳ ≥ 2" କୁ ଘଟଣା E ରୂପେ ନିଆଯାଏ, ତେବେ ଉକ୍ତ ଘଟଣାଟି ଘଟିବାର ସମ୍ଭାବ୍ୟତା କେତେ ? [4 bbox=[305, 1530, 573, 1582]
text-line: ପ୍ରଶ୍ନାନୁସାରେ, x + y = 10 .....(1) bbox=[903, 830, 1089, 845]
text-line: a = 6 ଏବଂ d = –2 ନେଲେ ପଦତ୍ରୟ ହେବେ 8, 6, 4 bbox=[605, 1597, 865, 1612]
text-line: (e) 64 : 343 bbox=[605, 965, 677, 980]
text-line: ପୁନଶ୍ଚ (a – d) × a × (a + d) = 192 bbox=[605, 1481, 803, 1496]
table-cell: 10-20 bbox=[411, 1203, 455, 1224]
text-line: ⇒ 3a = 18 ⇒ a = 6 bbox=[605, 1461, 719, 1476]
table-cell: 12 bbox=[443, 1313, 479, 1334]
text-line: ⇒ y = (–(–6) ± √(36 – (–12)))/(2×1) = (6 ± √48)/2 bbox=[903, 1778, 1161, 1811]
table-cell: 0 bbox=[849, 1793, 867, 1814]
table-cell: –1 bbox=[1131, 333, 1158, 373]
table-row bbox=[904, 311, 1178, 332]
table-cell: 16 bbox=[867, 1815, 886, 1836]
text-line: ମଧ୍ୟମାନ = A + (Σfy'/Σf) × c bbox=[903, 483, 1068, 498]
table-cell: 17 bbox=[666, 1793, 728, 1814]
text-line: 12.(i) ସମାଧାନ କର : [4 bbox=[305, 1340, 427, 1355]
table-cell: 16 bbox=[1158, 415, 1178, 436]
text-line: ପ୍ରମାଣ : ΔABD ~ ΔACB bbox=[1195, 1951, 1333, 1966]
text-line: (vi) PSQR ଆବଶ୍ୟକୀୟ ଅନ୍ତର୍ଲିଖିତ ବର୍ଗଚିତ୍ର । bbox=[1195, 1702, 1434, 1717]
text-line: କିମ୍ବା, ଦତ୍ତ : ABC ବୃତ୍ତର କେନ୍ଦ୍ର O, L ରେଖା ଏହାର ସ୍ପର୍ଶକ ଓ P ବିନ୍ଦୁ ଛେଦକରେ ସ୍ପର୍ଶ କରେ, OP ଛେଦକରେ P ବିନ୍ଦୁଗାମୀ ବ୍ୟାସାର୍ଦ୍ଧ । bbox=[1195, 564, 1471, 616]
text-line: ⇒ AB² = AC² = BC² bbox=[903, 1584, 1018, 1599]
logo-subtitle: DHARITRI bbox=[12, 110, 79, 126]
question-heading: 7. ନିମ୍ନଲିଖିତ ପ୍ରଶ୍ନଗୁଡ଼ିକର ଉତ୍ତର ପ୍ରଦାନ କର । [1×5=5 bbox=[0, 1686, 264, 1719]
text-line: ⇒ (x)² – 2.x.1/6 + (1/6)² = (1/6)² + 2/3 bbox=[903, 1101, 1137, 1116]
text-line: କିମ୍ବା, ଦୁଇ ଅଙ୍କବିଶିଷ୍ଟ ଗୋଟିଏ ସଂଖ୍ୟାର ଅଙ୍କଦ୍ୱୟର ଯୋଗଫଳ 10 । ସଂଖ୍ୟାଟିର ଅଙ୍କଦ୍ୱୟ ସ୍ଥାନ ବିନିମୟ କରିଦେଲେ ଉତ୍ପନ୍ନ ସଂଖ୍ୟାଟି ମୂଳସଂଖ୍ୟାର ଦୁଇଗୁଣରୁ 1 କମ୍ ହୁଏ । ସଂଖ୍ୟାଟି ସ୍ଥିର କର । bbox=[305, 1379, 583, 1449]
class-interval-table bbox=[305, 1291, 588, 1335]
text-line: (i) 3 ସେ.ମି. ବ୍ୟାସାର୍ଦ୍ଧ ବିଶିଷ୍ଟ ଏକ ବୃତ୍ତ ଅଙ୍କନ କର । କେନ୍ଦ୍ରବିନ୍ଦୁର ନାମ O ଦିଅ । bbox=[1195, 1324, 1469, 1357]
table-cell: 10-20 bbox=[904, 333, 948, 373]
masthead bbox=[0, 0, 1475, 178]
table-cell: 2 bbox=[1131, 415, 1158, 436]
text-line: ପ୍ରାମାଣ୍ୟ : OP ⊥ L bbox=[1195, 721, 1299, 736]
table-cell: 40-50 bbox=[543, 1203, 587, 1224]
text-line: (e) ଦୁଇଟି ଗୋଲକର ପୃଷ୍ଠତଳର ଅନୁପାତ 16 : 49 ହେଲେ ଏହି ଗୋଲକ ଦ୍ୱୟର ଆୟତନର ଅନୁପାତ କେତେ ? bbox=[305, 494, 584, 528]
table-cell: 0-10 bbox=[606, 1714, 666, 1754]
table-cell: –10 bbox=[1158, 333, 1178, 373]
text-line: ⇒ BC² = AC . DC .........(ii) bbox=[1195, 2009, 1350, 2024]
text-line: (b) ଗୋଟିଏ ବୃତ୍ତର ଏକ ଜ୍ୟାର ଦୈର୍ଘ୍ୟ, ବ୍ୟାସାର୍ଦ୍ଧର √3 ଗୁଣ ହେଲେ ଜ୍ୟାଦ୍ୱାରା ଉତ୍ପନ୍ନ ଚିତ୍ରୀ ପରିମାପ 90° ହେବ । bbox=[305, 836, 579, 887]
text-line: (a) 12 ସେ.ମି. ଦୈର୍ଘ୍ୟ ବିଶିଷ୍ଟ ଜ୍ୟା ବୃତ୍ତର କେନ୍ଦ୍ରଠାରୁ 8 ସେ.ମି. ଦୂରରେ ଥିଲେ ବୃତ୍ତର ବ୍ୟାସାର୍ଦ୍ଧ — ସେ.ମି. । bbox=[0, 1459, 281, 1492]
table-cell: (25)A bbox=[1008, 372, 1068, 393]
text-line: (a) Δ ABC ରେ ∠A ର ସମଦ୍ୱିଖଣ୍ଡକ AD, BC କୁ D ବିନ୍ଦୁରେ ଛେଦ କରେ । AB = 5 ସେ.ମି., AC = 7 ସେ.ମି. ହେଲେ BD : DC କେତେ ? bbox=[305, 325, 568, 376]
text-line: (e) ଗୋଟିଏ ଘନର ଭୂମିକୋଣର ସମସ୍ତ ପୃଷ୍ଠତଳର କ୍ଷେତ୍ରଫଳ 1848 ବ.ସେ.ମି. ହେଲେ ଏହାର ବ୍ୟାସ 28 ସେ.ମି. ହେବ । bbox=[305, 986, 559, 1038]
